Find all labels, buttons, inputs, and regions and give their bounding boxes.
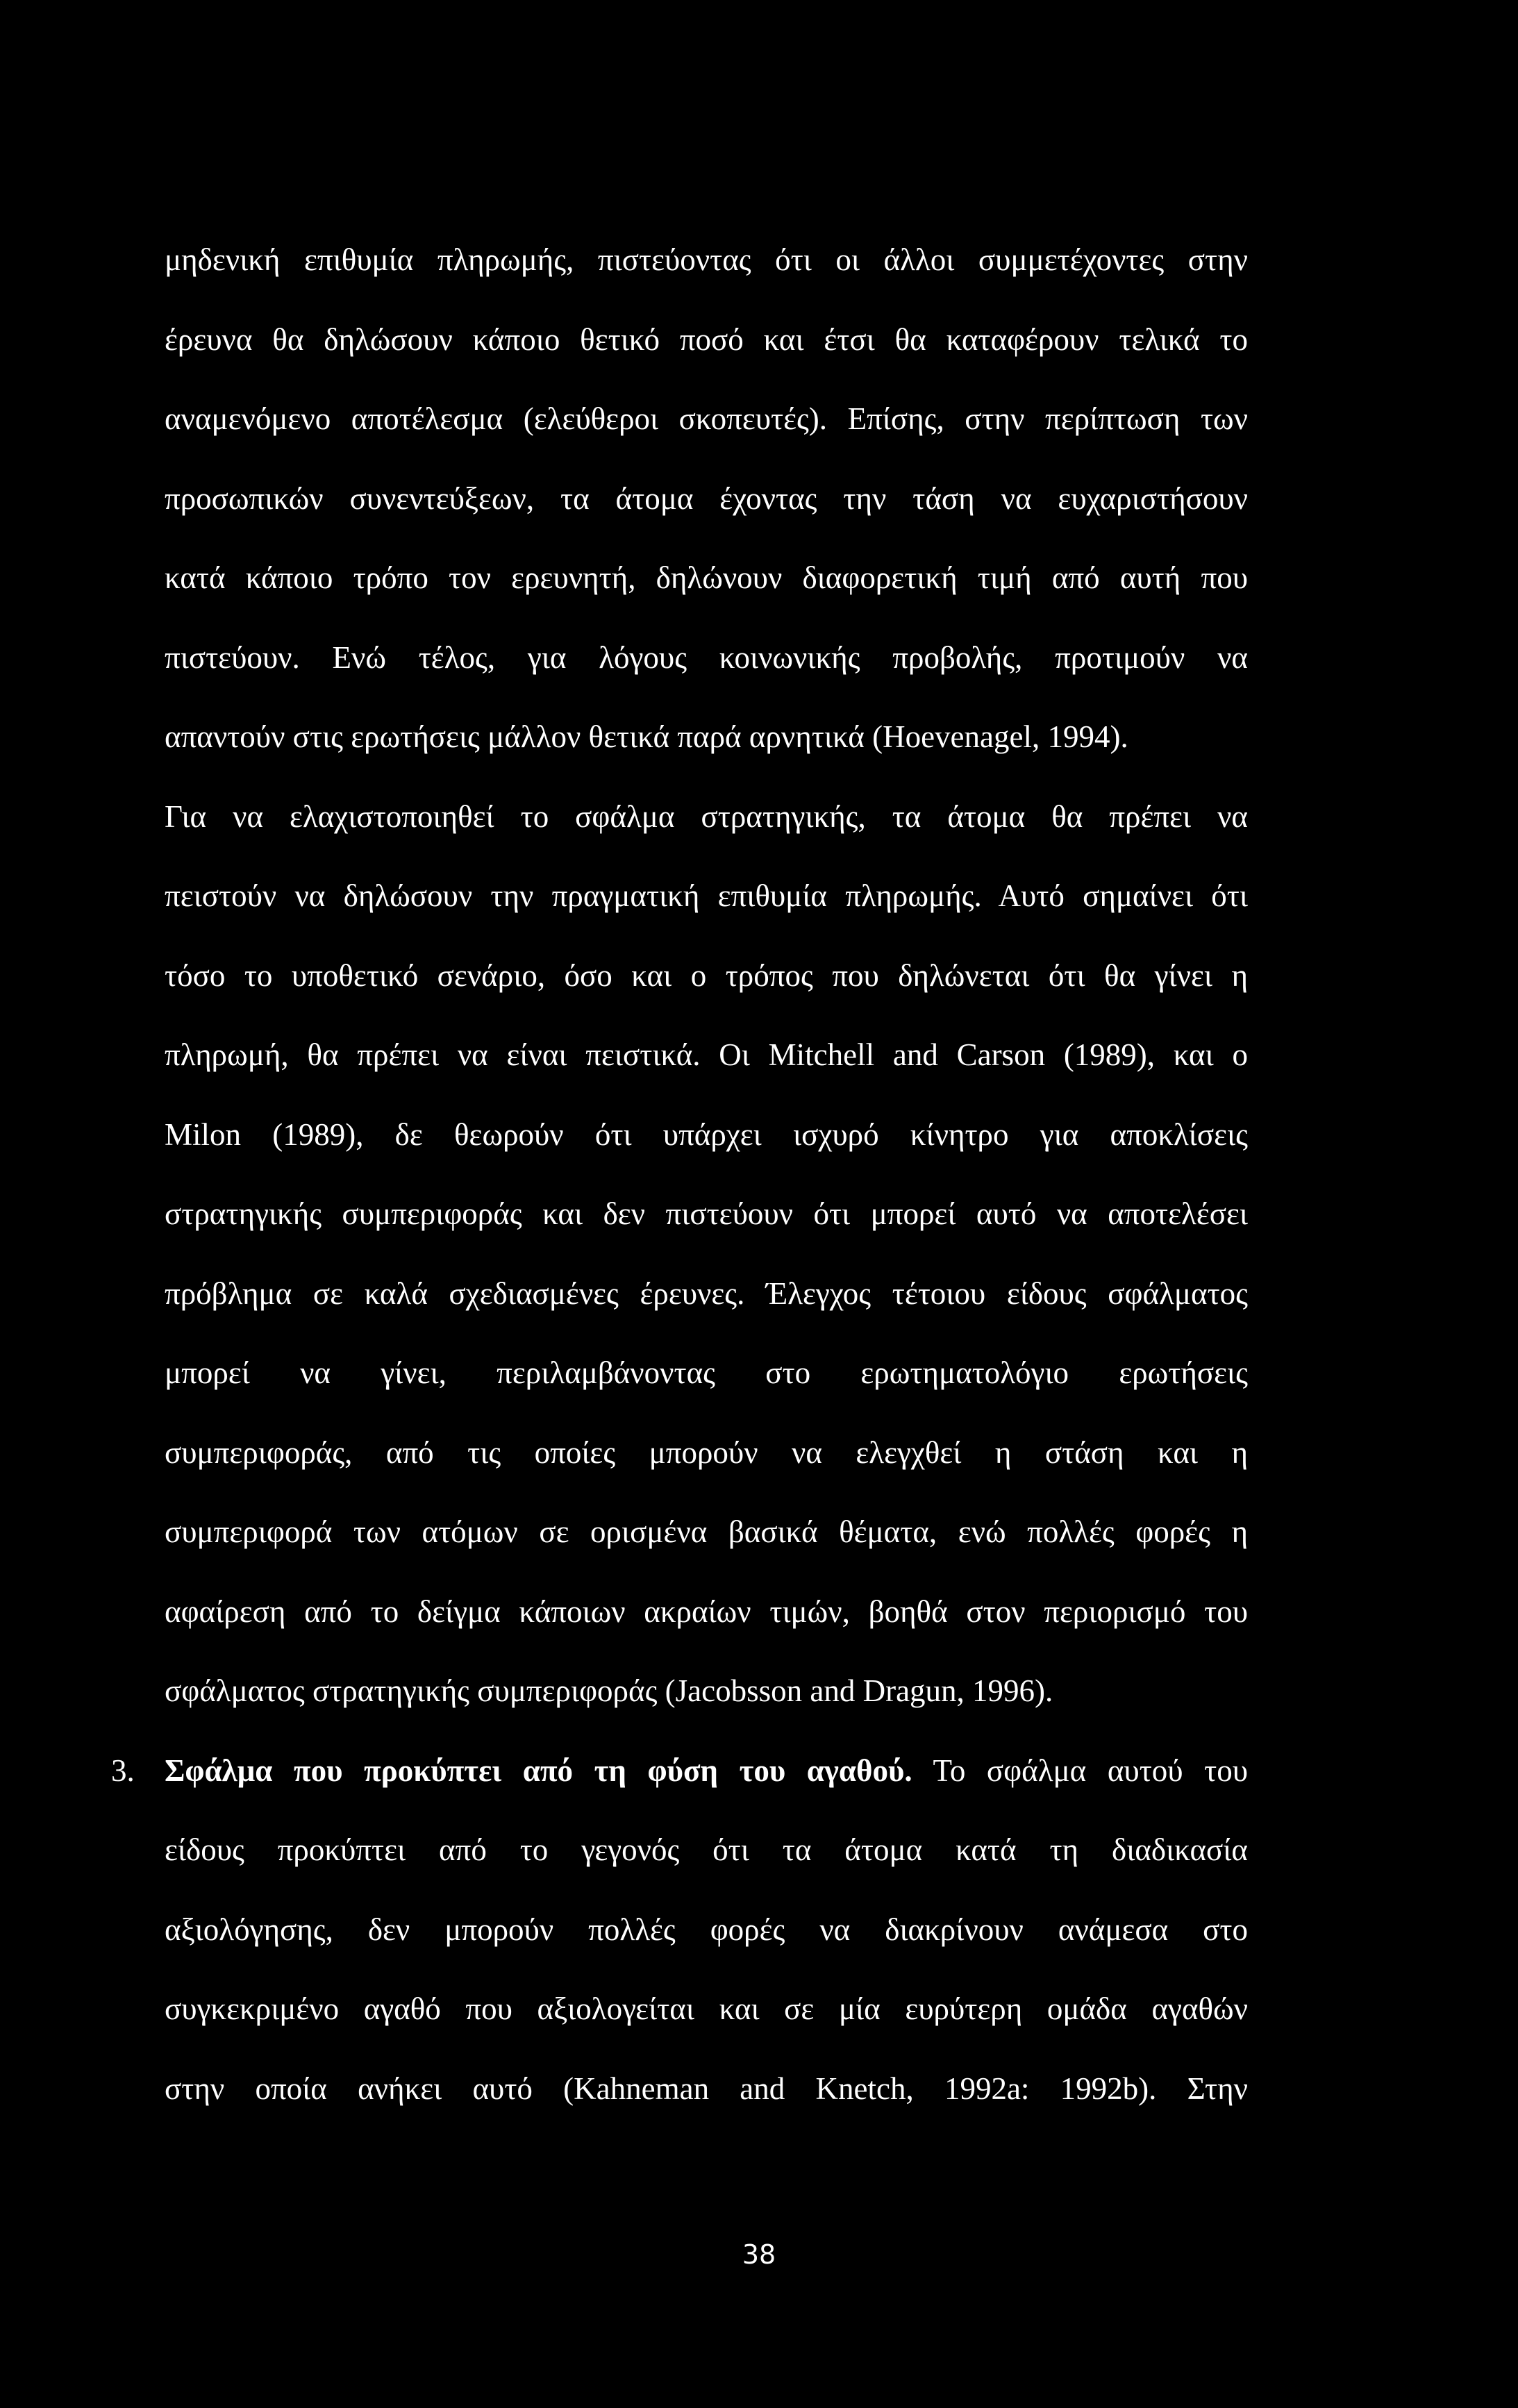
text-line: μηδενική επιθυμία πληρωμής, πιστεύοντας ότι οι άλλοι συμμετέχοντες στην [165,242,1248,277]
text-line: πρόβλημα σε καλά σχεδιασμένες έρευνες. Έλεγχος τέτοιου είδους σφάλματος [165,1276,1248,1311]
page-number: 38 [742,2239,776,2270]
text-line: έρευνα θα δηλώσουν κάποιο θετικό ποσό και έτσι θα καταφέρουν τελικά το [165,322,1248,357]
text-line: Για να ελαχιστοποιηθεί το σφάλμα στρατηγικής, τα άτομα θα πρέπει να [165,799,1248,834]
text-line: συγκεκριμένο αγαθό που αξιολογείται και σε μία ευρύτερη ομάδα αγαθών [165,1991,1248,2026]
text-line: τόσο το υποθετικό σενάριο, όσο και ο τρόπος που δηλώνεται ότι θα γίνει η [165,958,1248,993]
text-line: αξιολόγησης, δεν μπορούν πολλές φορές να διακρίνουν ανάμεσα στο [165,1912,1248,1947]
list-item-first-line [165,1750,1248,1791]
text-line: μπορεί να γίνει, περιλαμβάνοντας στο ερωτηματολόγιο ερωτήσεις [165,1355,1248,1390]
text-line: είδους προκύπτει από το γεγονός ότι τα άτομα κατά τη διαδικασία [165,1832,1248,1867]
text-line: στρατηγικής συμπεριφοράς και δεν πιστεύουν ότι μπορεί αυτό να αποτελέσει [165,1196,1248,1231]
text-line: πιστεύουν. Ενώ τέλος, για λόγους κοινωνικής προβολής, προτιμούν να [165,640,1248,675]
text-line: προσωπικών συνεντεύξεων, τα άτομα έχοντας την τάση να ευχαριστήσουν [165,481,1248,516]
section-heading: Σφάλμα που προκύπτει από τη φύση του αγαθού. [165,1753,912,1788]
text-line: στην οποία ανήκει αυτό (Kahneman and Knetch, 1992a: 1992b). Στην [165,2071,1248,2106]
text-line: αφαίρεση από το δείγμα κάποιων ακραίων τιμών, βοηθά στον περιορισμό του [165,1594,1248,1629]
text-line: συμπεριφορά των ατόμων σε ορισμένα βασικά θέματα, ενώ πολλές φορές η [165,1514,1248,1549]
text-line: πειστούν να δηλώσουν την πραγματική επιθυμία πληρωμής. Αυτό σημαίνει ότι [165,878,1248,913]
text-line: κατά κάποιο τρόπο τον ερευνητή, δηλώνουν διαφορετική τιμή από αυτή που [165,560,1248,595]
text-line: πληρωμή, θα πρέπει να είναι πειστικά. Οι Mitchell and Carson (1989), και ο [165,1037,1248,1072]
text-line: συμπεριφοράς, από τις οποίες μπορούν να ελεγχθεί η στάση και η [165,1435,1248,1470]
text-line: απαντούν στις ερωτήσεις μάλλον θετικά παρά αρνητικά (Hoevenagel, 1994). [165,719,1128,754]
list-item-number: 3. [111,1753,135,1788]
text-line: Milon (1989), δε θεωρούν ότι υπάρχει ισχυρό κίνητρο για αποκλίσεις [165,1117,1248,1152]
text-fragment: Το σφάλμα αυτού του [933,1753,1249,1788]
text-line: σφάλματος στρατηγικής συμπεριφοράς (Jacobsson and Dragun, 1996). [165,1673,1053,1708]
text-line: αναμενόμενο αποτέλεσμα (ελεύθεροι σκοπευτές). Επίσης, στην περίπτωση των [165,401,1248,436]
